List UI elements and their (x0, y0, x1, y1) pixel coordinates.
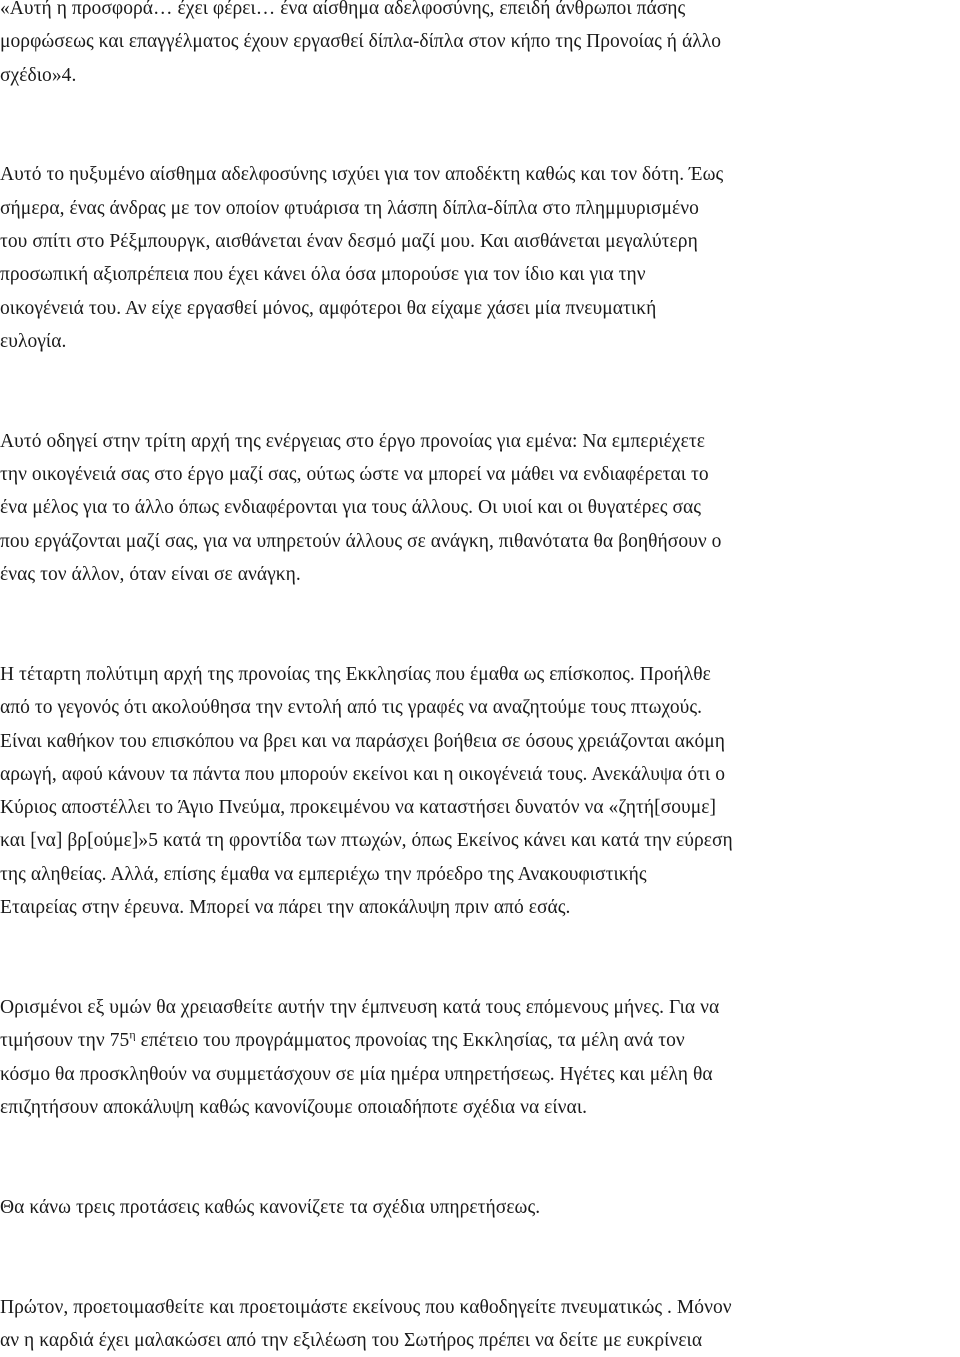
text-line: αρωγή, αφού κάνουν τα πάντα που μπορούν εκείνοι και η οικογένειά τους. Ανεκάλυψα ότι ο (0, 763, 726, 785)
text-line: την οικογένειά σας στο έργο μαζί σας, ούτως ώστε να μπορεί να μάθει να ενδιαφέρεται το (0, 464, 709, 486)
text-line: οικογένειά του. Αν είχε εργασθεί μόνος, αμφότεροι θα είχαμε χάσει μία πνευματική (0, 297, 657, 319)
text-line: Ορισμένοι εξ υμών θα χρειασθείτε αυτήν την έμπνευση κατά τους επόμενους μήνες. Για να (0, 996, 720, 1018)
text-line: «Αυτή η προσφορά… έχει φέρει… ένα αίσθημα αδελφοσύνης, επειδή άνθρωποι πάσης (0, 0, 686, 19)
text-line: Η τέταρτη πολύτιμη αρχή της προνοίας της Εκκλησίας που έμαθα ως επίσκοπος. Προήλθε (0, 663, 711, 685)
text-line: Εταιρείας στην έρευνα. Μπορεί να πάρει την αποκάλυψη πριν από εσάς. (0, 897, 571, 919)
text-line: σχέδιο»4. (0, 64, 77, 86)
paragraph-quote (0, 0, 960, 92)
text-line: επιζητήσουν αποκάλυψη καθώς κανονίζουμε οποιαδήποτε σχέδια να είναι. (0, 1096, 588, 1118)
text-line: Κύριος αποστέλλει το Άγιο Πνεύμα, προκειμένου να καταστήσει δυνατόν να «ζητή[σουμε] (0, 797, 716, 819)
text-segment: τιμήσουν την 75 (0, 1030, 130, 1052)
text-line: προσωπική αξιοπρέπεια που έχει κάνει όλα όσα μπορούσε για τον ίδιο και για την (0, 264, 646, 286)
paragraph-third-principle (0, 425, 960, 591)
text-line: ένα μέλος για το άλλο όπως ενδιαφέρονται για τους άλλους. Οι υιοί και οι θυγατέρες σας (0, 497, 702, 519)
text-line: ένας τον άλλον, όταν είναι σε ανάγκη. (0, 564, 301, 586)
text-line: σήμερα, ένας άνδρας με τον οποίον φτυάρισα τη λάσπη δίπλα-δίπλα στο πλημμυρισμένο (0, 197, 699, 219)
text-line: Πρώτον, προετοιμασθείτε και προετοιμάστε εκείνους που καθοδηγείτε πνευματικώς . Μόνον (0, 1296, 732, 1318)
paragraph-fourth-principle (0, 658, 960, 924)
text-line: της αληθείας. Αλλά, επίσης έμαθα να εμπεριέχω την πρόεδρο της Ανακουφιστικής (0, 863, 647, 885)
text-line: και [να] βρ[ούμε]»5 κατά τη φροντίδα των πτωχών, όπως Εκείνος κάνει και κατά την εύρεση (0, 830, 733, 852)
text-line: Θα κάνω τρεις προτάσεις καθώς κανονίζετε τα σχέδια υπηρετήσεως. (0, 1196, 541, 1218)
text-line: Αυτό οδηγεί στην τρίτη αρχή της ενέργειας στο έργο προνοίας για εμένα: Να εμπεριέχετε (0, 430, 705, 452)
text-line: μορφώσεως και επαγγέλματος έχουν εργασθεί δίπλα-δίπλα στον κήπο της Προνοίας ή άλλο (0, 31, 722, 53)
text-line: του σπίτι στο Ρέξμπουργκ, αισθάνεται έναν δεσμό μαζί μου. Και αισθάνεται μεγαλύτερη (0, 231, 698, 253)
text-line: που εργάζονται μαζί σας, για να υπηρετούν άλλους σε ανάγκη, πιθανότατα θα βοηθήσουν ο (0, 530, 722, 552)
text-line: Είναι καθήκον του επισκόπου να βρει και να παράσχει βοήθεια σε όσους χρειάζονται ακόμη (0, 730, 726, 752)
paragraph-anniversary (0, 991, 960, 1124)
text-line: ευλογία. (0, 330, 67, 352)
text-line: Αυτό το ηυξυμένο αίσθημα αδελφοσύνης ισχύει για τον αποδέκτη καθώς και τον δότη. Έως (0, 164, 724, 186)
ordinal-superscript: η (129, 1027, 136, 1042)
text-line: αν η καρδιά έχει μαλακώσει από την εξιλέωση του Σωτήρος πρέπει να δείτε με ευκρίνεια (0, 1329, 703, 1351)
paragraph-first-suggestion (0, 1291, 960, 1357)
paragraph-brotherhood (0, 158, 960, 358)
text-line: από το γεγονός ότι ακολούθησα την εντολή από τις γραφές να αναζητούμε τους πτωχούς. (0, 697, 703, 719)
text-line: κόσμο θα προσκληθούν να συμμετάσχουν σε μία ημέρα υπηρετήσεως. Ηγέτες και μέλη θα (0, 1063, 713, 1085)
text-line-with-ordinal (0, 1024, 960, 1057)
text-segment: επέτειο του προγράμματος προνοίας της Εκκλησίας, τα μέλη ανά τον (135, 1030, 685, 1052)
paragraph-three-suggestions (0, 1191, 960, 1224)
